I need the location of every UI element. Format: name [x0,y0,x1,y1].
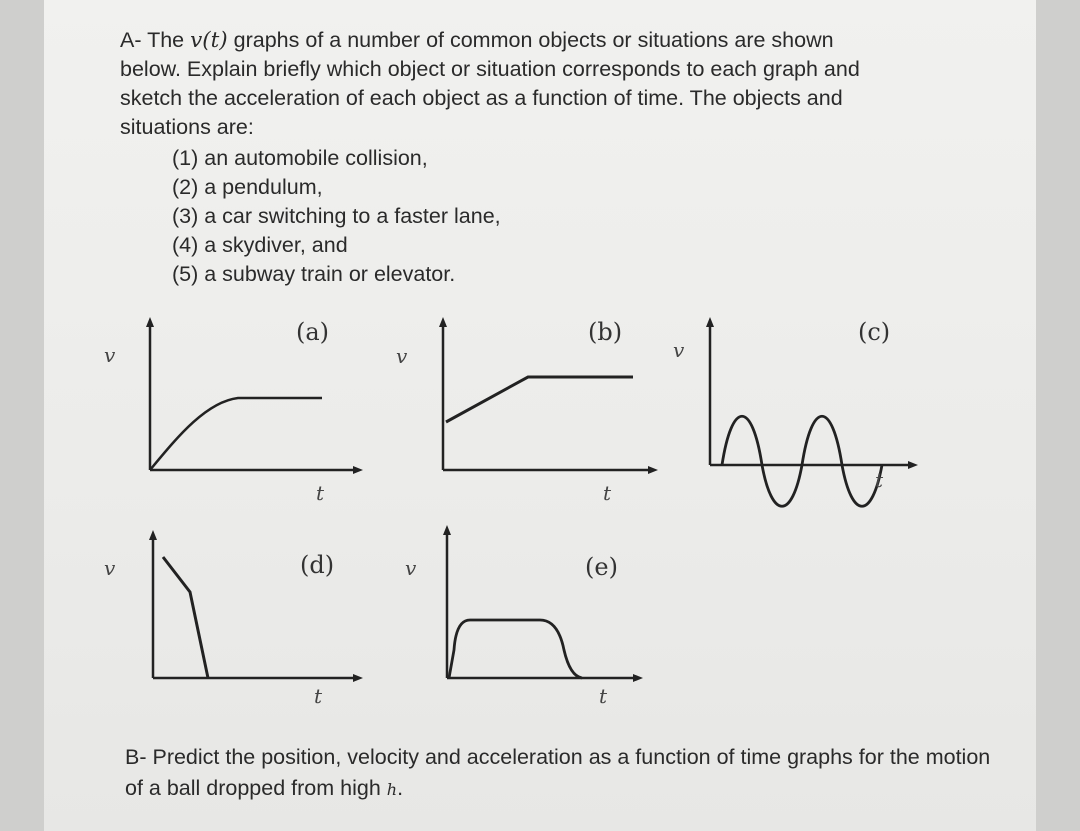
graph-c-v-label: v [673,338,685,362]
part-b-text: B- Predict the position, velocity and acceleration as a function of time graphs for the motion of a ball dropped from high [125,745,991,800]
graph-b-curve [446,377,633,422]
graph-b [396,318,653,505]
situation-item-2: (2) a pendulum, [172,175,323,199]
graph-d-t-label: t [314,684,323,708]
situation-item-1: (1) an automobile collision, [172,146,428,170]
graph-c-label: (c) [858,318,891,346]
part-b-end: . [397,776,404,800]
graph-e [405,530,638,708]
graph-c [673,318,913,506]
part-b-question [125,742,1005,805]
graph-d [104,535,358,708]
graph-c-t-label: t [875,468,884,492]
graph-b-v-label: v [396,344,408,368]
graph-e-v-label: v [405,556,417,580]
situation-item-3: (3) a car switching to a faster lane, [172,204,501,228]
graph-e-curve [449,620,582,678]
graph-d-curve [163,557,208,678]
graph-c-curve [722,416,882,506]
graph-a-label: (a) [296,318,330,346]
situation-item-5: (5) a subway train or elevator. [172,262,456,286]
part-a-line-1-start: A- The [120,28,191,52]
graph-a-t-label: t [316,481,325,505]
graph-e-t-label: t [599,684,608,708]
graph-d-v-label: v [104,556,116,580]
graph-a-v-label: v [104,343,116,367]
graph-d-label: (d) [300,551,335,579]
graph-e-label: (e) [585,553,618,581]
part-a-line-4: situations are: [120,115,254,139]
graph-b-t-label: t [603,481,612,505]
situation-item-4: (4) a skydiver, and [172,233,348,257]
graph-a [104,318,358,505]
vt-notation: v(t) [190,28,228,53]
part-a-line-1-end: graphs of a number of common objects or situations are shown [227,28,834,52]
graph-a-curve [150,398,322,470]
height-symbol: h [386,780,398,799]
graph-b-label: (b) [588,318,623,346]
part-a-line-2: below. Explain briefly which object or situation corresponds to each graph and [120,57,860,81]
part-a-line-3: sketch the acceleration of each object as a function of time. The objects and [120,86,843,110]
